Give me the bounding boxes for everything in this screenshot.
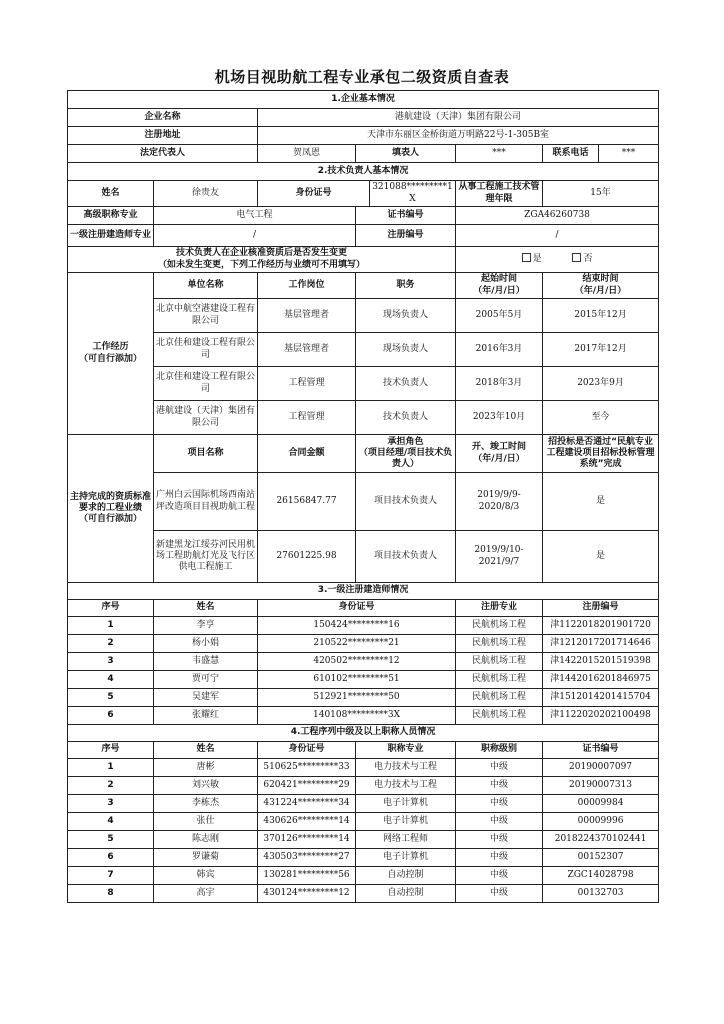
change-question-line2: （如未发生变更，下列工作经历与业绩可不用填写） — [157, 259, 365, 270]
work-end: 2023年9月 — [543, 367, 659, 401]
s4-no: 4 — [68, 813, 154, 831]
table-row — [68, 831, 659, 849]
filler-label: 填表人 — [356, 145, 456, 163]
work-end: 2015年12月 — [543, 299, 659, 333]
s3-major: 民航机场工程 — [456, 635, 543, 653]
s4-cert: 00152307 — [543, 849, 659, 867]
address-value: 天津市东丽区金桥街道万明路22号-1-305B室 — [258, 127, 659, 145]
s3-id: 610102*********51 — [258, 671, 456, 689]
s4-header-cert: 证书编号 — [543, 742, 659, 759]
s4-name: 高宇 — [154, 885, 258, 903]
s3-name: 张耀红 — [154, 707, 258, 725]
legal-rep-value: 贺凤恩 — [258, 145, 356, 163]
work-header-end: 结束时间 （年/月/日） — [543, 273, 659, 299]
s4-id: 430503*********27 — [258, 849, 356, 867]
table-row — [68, 759, 659, 777]
proj-header-amount: 合同金额 — [258, 435, 356, 473]
proj-name: 新建黑龙江绥芬河民用机场工程助航灯光及飞行区供电工程施工 — [154, 531, 258, 583]
table-row — [68, 617, 659, 635]
proj-time: 2019/9/10- 2021/9/7 — [456, 531, 543, 583]
filler-value: *** — [456, 145, 543, 163]
address-label: 注册地址 — [68, 127, 258, 145]
work-unit: 港航建设（天津）集团有限公司 — [154, 401, 258, 435]
work-start: 2005年5月 — [456, 299, 543, 333]
s3-name: 李亨 — [154, 617, 258, 635]
s3-name: 贾可宁 — [154, 671, 258, 689]
legal-rep-label: 法定代表人 — [68, 145, 258, 163]
phone-value: *** — [621, 147, 636, 158]
s4-level: 中级 — [456, 777, 543, 795]
s3-id: 512921*********50 — [258, 689, 456, 707]
s4-level: 中级 — [456, 885, 543, 903]
change-question — [68, 247, 456, 273]
s3-major: 民航机场工程 — [456, 653, 543, 671]
change-question-line1: 技术负责人在企业核准资质后是否发生变更 — [175, 248, 347, 259]
projects-label — [68, 435, 154, 583]
reg-no-label: 注册编号 — [356, 225, 456, 247]
s3-id: 420502*********12 — [258, 653, 456, 671]
work-duty: 现场负责人 — [356, 333, 456, 367]
projects-title: 主持完成的资质标准要求的工程业绩 — [70, 491, 152, 513]
s3-no: 2 — [68, 635, 154, 653]
s4-cert: 00132703 — [543, 885, 659, 903]
s3-name: 韦盛慧 — [154, 653, 258, 671]
s4-major: 电力技术与工程 — [356, 777, 456, 795]
proj-header-role: 承担角色 （项目经理/项目技术负责人） — [356, 435, 456, 473]
s4-cert: 00009984 — [543, 795, 659, 813]
s4-cert: 2018224370102441 — [543, 831, 659, 849]
work-post: 基层管理者 — [258, 299, 356, 333]
section-1-header: 1.企业基本情况 — [68, 91, 659, 109]
s4-major: 电子计算机 — [356, 813, 456, 831]
work-start: 2016年3月 — [456, 333, 543, 367]
work-experience-title: 工作经历 — [92, 342, 129, 353]
s4-level: 中级 — [456, 813, 543, 831]
s4-name: 唐彬 — [154, 759, 258, 777]
work-post: 基层管理者 — [258, 333, 356, 367]
s3-id: 210522*********21 — [258, 635, 456, 653]
s4-major: 网络工程师 — [356, 831, 456, 849]
s4-level: 中级 — [456, 849, 543, 867]
section-4-header: 4.工程序列中级及以上职称人员情况 — [68, 725, 659, 742]
work-post: 工程管理 — [258, 401, 356, 435]
s4-name: 韩宾 — [154, 867, 258, 885]
yes-label: 是 — [532, 254, 542, 265]
table-row — [68, 795, 659, 813]
tech-name-value: 徐贵友 — [154, 181, 258, 207]
s3-reg: 津1512014201415704 — [543, 689, 659, 707]
proj-time: 2019/9/9- 2020/8/3 — [456, 473, 543, 531]
proj-role: 项目技术负责人 — [356, 473, 456, 531]
s4-no: 7 — [68, 867, 154, 885]
s3-no: 5 — [68, 689, 154, 707]
s3-reg: 津1122020202100498 — [543, 707, 659, 725]
s3-no: 1 — [68, 617, 154, 635]
tech-id-value: 321088*********1X — [370, 181, 456, 207]
s4-name: 张仕 — [154, 813, 258, 831]
work-start: 2023年10月 — [456, 401, 543, 435]
table-row — [68, 653, 659, 671]
work-duty: 技术负责人 — [356, 367, 456, 401]
no-checkbox[interactable] — [572, 253, 581, 262]
table-row — [68, 849, 659, 867]
reg-major-value: / — [154, 225, 356, 247]
reg-major-label: 一级注册建造师专业 — [68, 225, 154, 247]
work-end: 至今 — [543, 401, 659, 435]
reg-no-value: / — [456, 225, 659, 247]
tech-name-label: 姓名 — [68, 181, 154, 207]
table-row — [68, 671, 659, 689]
yes-checkbox[interactable] — [522, 253, 531, 262]
proj-system: 是 — [543, 473, 659, 531]
s3-id: 140108*********3X — [258, 707, 456, 725]
s3-reg: 津1442016201846975 — [543, 671, 659, 689]
s4-header-no: 序号 — [68, 742, 154, 759]
company-value: 港航建设（天津）集团有限公司 — [258, 109, 659, 127]
proj-amount: 27601225.98 — [258, 531, 356, 583]
table-row — [68, 635, 659, 653]
proj-amount: 26156847.77 — [258, 473, 356, 531]
s3-header-id: 身份证号 — [258, 600, 456, 617]
work-start: 2018年3月 — [456, 367, 543, 401]
s3-major: 民航机场工程 — [456, 689, 543, 707]
s4-major: 电子计算机 — [356, 795, 456, 813]
s4-name: 李栋杰 — [154, 795, 258, 813]
projects-sub: （可自行添加） — [78, 514, 142, 525]
s3-major: 民航机场工程 — [456, 617, 543, 635]
s3-name: 吴建军 — [154, 689, 258, 707]
s4-id: 370126*********14 — [258, 831, 356, 849]
senior-title-label: 高级职称专业 — [68, 207, 154, 225]
cert-no-label: 证书编号 — [356, 207, 456, 225]
work-post: 工程管理 — [258, 367, 356, 401]
proj-header-time: 开、竣工时间 （年/月/日） — [456, 435, 543, 473]
senior-title-value: 电气工程 — [154, 207, 356, 225]
s4-major: 电子计算机 — [356, 849, 456, 867]
s4-name: 刘兴敏 — [154, 777, 258, 795]
work-header-start: 起始时间 （年/月/日） — [456, 273, 543, 299]
phone-group — [543, 145, 659, 163]
proj-role: 项目技术负责人 — [356, 531, 456, 583]
work-header-post: 工作岗位 — [258, 273, 356, 299]
s4-id: 431224*********34 — [258, 795, 356, 813]
section-2-header: 2.技术负责人基本情况 — [68, 163, 659, 181]
s3-no: 6 — [68, 707, 154, 725]
s4-major: 电力技术与工程 — [356, 759, 456, 777]
s4-name: 罗谦菊 — [154, 849, 258, 867]
table-row — [68, 885, 659, 903]
s4-id: 430124*********12 — [258, 885, 356, 903]
s3-id: 150424*********16 — [258, 617, 456, 635]
work-duty: 技术负责人 — [356, 401, 456, 435]
proj-header-system: 招投标是否通过“民航专业工程建设项目招标投标管理系统”完成 — [543, 435, 659, 473]
work-experience-label — [68, 273, 154, 435]
s4-no: 1 — [68, 759, 154, 777]
work-experience-sub: （可自行添加） — [78, 353, 142, 364]
section-3-header: 3.一级注册建造师情况 — [68, 583, 659, 600]
s3-reg: 津1212017201714646 — [543, 635, 659, 653]
phone-label: 联系电话 — [543, 145, 599, 162]
company-label: 企业名称 — [68, 109, 258, 127]
s3-header-name: 姓名 — [154, 600, 258, 617]
s4-id: 130281*********56 — [258, 867, 356, 885]
s4-major: 自动控制 — [356, 885, 456, 903]
qualification-form-table — [67, 90, 659, 903]
s3-reg: 津1422015201519398 — [543, 653, 659, 671]
cert-no-value: ZGA46260738 — [456, 207, 659, 225]
s4-cert: 20190007097 — [543, 759, 659, 777]
s4-level: 中级 — [456, 831, 543, 849]
s3-no: 3 — [68, 653, 154, 671]
proj-system: 是 — [543, 531, 659, 583]
s4-id: 510625*********33 — [258, 759, 356, 777]
work-unit: 北京中航空港建设工程有限公司 — [154, 299, 258, 333]
s4-cert: 00009996 — [543, 813, 659, 831]
tech-id-label: 身份证号 — [258, 181, 370, 207]
no-label: 否 — [583, 254, 593, 265]
s4-header-name: 姓名 — [154, 742, 258, 759]
s3-header-major: 注册专业 — [456, 600, 543, 617]
s4-major: 自动控制 — [356, 867, 456, 885]
table-row — [68, 777, 659, 795]
s3-header-no: 序号 — [68, 600, 154, 617]
s4-no: 5 — [68, 831, 154, 849]
work-end: 2017年12月 — [543, 333, 659, 367]
s4-id: 620421*********29 — [258, 777, 356, 795]
s3-reg: 津1122018201901720 — [543, 617, 659, 635]
table-row — [68, 689, 659, 707]
tech-years-label: 从事工程施工技术管理年限 — [456, 181, 543, 207]
change-options — [456, 247, 659, 273]
s4-cert: ZGC14028798 — [543, 867, 659, 885]
s4-level: 中级 — [456, 759, 543, 777]
table-row — [68, 867, 659, 885]
s4-level: 中级 — [456, 867, 543, 885]
tech-years-value: 15年 — [543, 181, 659, 207]
s4-no: 2 — [68, 777, 154, 795]
proj-header-name: 项目名称 — [154, 435, 258, 473]
s3-major: 民航机场工程 — [456, 671, 543, 689]
s4-id: 430626*********14 — [258, 813, 356, 831]
s4-header-major: 职称专业 — [356, 742, 456, 759]
s3-header-reg: 注册编号 — [543, 600, 659, 617]
s4-no: 8 — [68, 885, 154, 903]
work-unit: 北京佳和建设工程有限公司 — [154, 367, 258, 401]
s4-name: 陈志刚 — [154, 831, 258, 849]
s4-level: 中级 — [456, 795, 543, 813]
table-row — [68, 813, 659, 831]
work-duty: 现场负责人 — [356, 299, 456, 333]
s3-no: 4 — [68, 671, 154, 689]
work-header-duty: 职务 — [356, 273, 456, 299]
work-header-unit: 单位名称 — [154, 273, 258, 299]
s3-major: 民航机场工程 — [456, 707, 543, 725]
s4-header-level: 职称级别 — [456, 742, 543, 759]
s4-header-id: 身份证号 — [258, 742, 356, 759]
table-row — [68, 707, 659, 725]
s4-cert: 20190007313 — [543, 777, 659, 795]
s3-name: 杨小娟 — [154, 635, 258, 653]
s4-no: 3 — [68, 795, 154, 813]
proj-name: 广州白云国际机场西南站坪改造项目目视助航工程 — [154, 473, 258, 531]
work-unit: 北京佳和建设工程有限公司 — [154, 333, 258, 367]
page-title: 机场目视助航工程专业承包二级资质自查表 — [214, 68, 510, 86]
s4-no: 6 — [68, 849, 154, 867]
